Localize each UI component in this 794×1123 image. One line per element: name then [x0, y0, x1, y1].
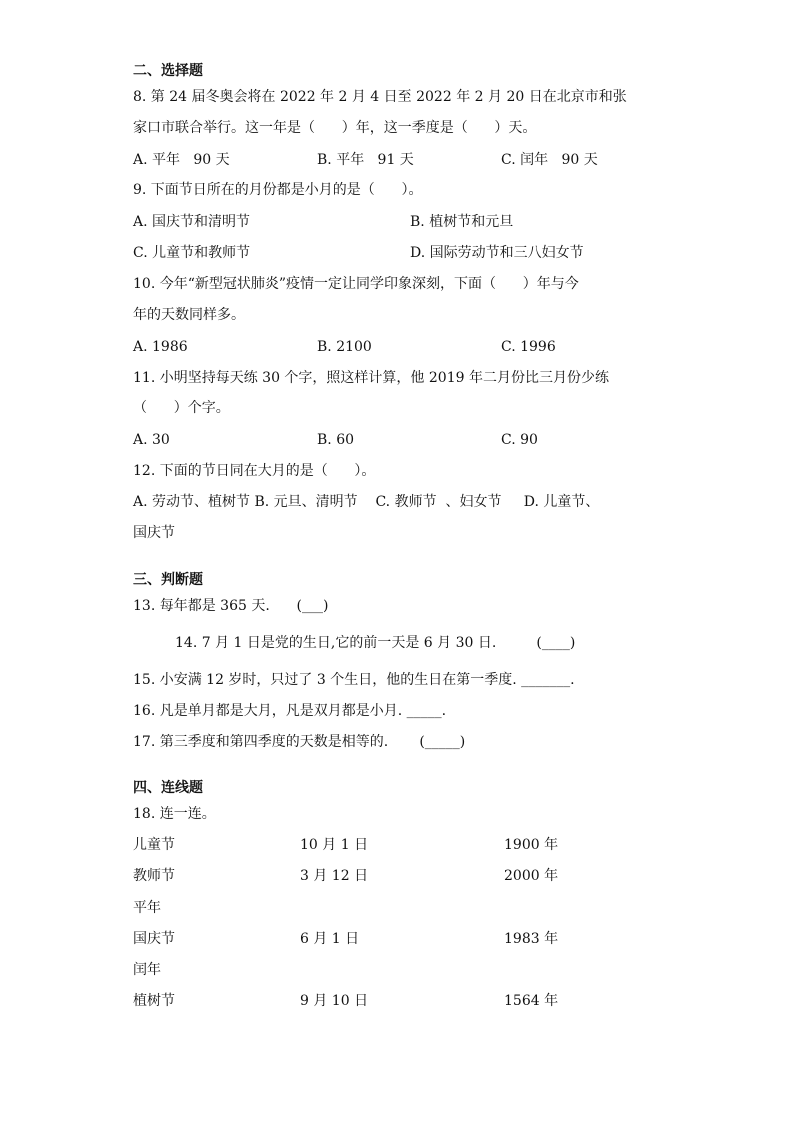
question-9-line1: 9. 下面节日所在的月份都是小月的是（ ）。 [133, 182, 423, 198]
question-11-line1: 11. 小明坚持每天练 30 个字，照这样计算，他 2019 年二月份比三月份少练 [133, 370, 609, 386]
question-9-option-d: D. 国际劳动节和三八妇女节 [410, 245, 584, 261]
match-right-item: 2000 年 [504, 868, 559, 884]
question-14: 14. 7 月 1 日是党的生日,它的前一天是 6 月 30 日. (____) [175, 635, 576, 651]
question-11-option-c: C. 90 [501, 432, 538, 448]
match-right-item: 1564 年 [504, 993, 559, 1009]
question-10-option-b: B. 2100 [317, 339, 372, 355]
match-middle-item: 10 月 1 日 [300, 837, 369, 853]
match-right-item: 1900 年 [504, 837, 559, 853]
section-choice-title: 二、选择题 [133, 63, 203, 79]
match-left-item: 国庆节 [133, 931, 175, 947]
question-12-line1: 12. 下面的节日同在大月的是（ ）。 [133, 463, 376, 479]
question-8-option-c: C. 闰年 90 天 [501, 152, 598, 168]
question-11-option-b: B. 60 [317, 432, 355, 448]
match-middle-item: 3 月 12 日 [300, 868, 369, 884]
question-16: 16. 凡是单月都是大月，凡是双月都是小月. _____. [133, 703, 447, 719]
question-8-line2: 家口市联合举行。这一年是（ ）年，这一季度是（ ）天。 [133, 120, 537, 136]
question-10-line2: 年的天数同样多。 [133, 307, 245, 323]
question-11-option-a: A. 30 [133, 432, 170, 448]
question-8-line1: 8. 第 24 届冬奥会将在 2022 年 2 月 4 日至 2022 年 2 月 20 日在北京市和张 [133, 89, 627, 105]
question-9-option-a: A. 国庆节和清明节 [133, 214, 251, 230]
question-10-option-a: A. 1986 [133, 339, 188, 355]
question-9-option-b: B. 植树节和元旦 [410, 214, 514, 230]
question-11-line2: （ ）个字。 [133, 400, 230, 416]
question-12-options-line-wrap: 国庆节 [133, 525, 175, 541]
section-judge-title: 三、判断题 [133, 572, 203, 588]
match-middle-item: 9 月 10 日 [300, 993, 369, 1009]
match-left-item: 平年 [133, 900, 161, 916]
question-17: 17. 第三季度和第四季度的天数是相等的. (_____) [133, 734, 466, 750]
question-10-option-c: C. 1996 [501, 339, 556, 355]
match-right-item: 1983 年 [504, 931, 559, 947]
match-left-item: 儿童节 [133, 837, 175, 853]
question-9-option-c: C. 儿童节和教师节 [133, 245, 251, 261]
match-middle-item: 6 月 1 日 [300, 931, 360, 947]
question-10-line1: 10. 今年“新型冠状肺炎”疫情一定让同学印象深刻，下面（ ）年与今 [133, 276, 579, 292]
question-13: 13. 每年都是 365 天. (___) [133, 598, 329, 614]
match-left-item: 植树节 [133, 993, 175, 1009]
match-left-item: 闰年 [133, 962, 161, 978]
question-12-options-line: A. 劳动节、植树节 B. 元旦、清明节 C. 教师节 、妇女节 D. 儿童节、 [133, 494, 600, 510]
match-left-item: 教师节 [133, 868, 175, 884]
question-15: 15. 小安满 12 岁时，只过了 3 个生日，他的生日在第一季度. _______. [133, 672, 575, 688]
section-match-title: 四、连线题 [133, 780, 203, 796]
question-8-option-a: A. 平年 90 天 [133, 152, 230, 168]
question-18-title: 18. 连一连。 [133, 806, 216, 822]
question-8-option-b: B. 平年 91 天 [317, 152, 414, 168]
